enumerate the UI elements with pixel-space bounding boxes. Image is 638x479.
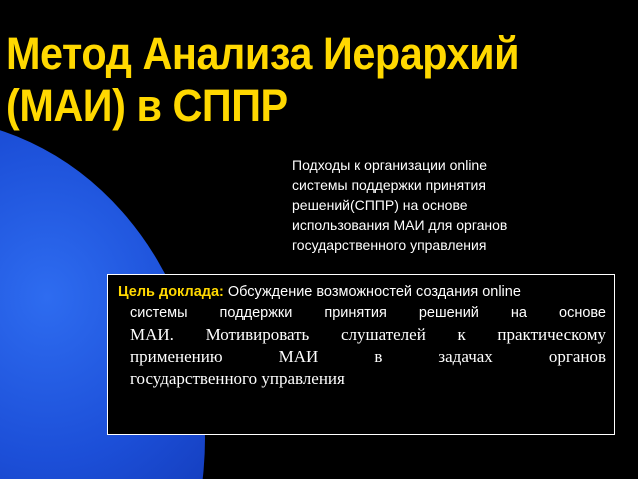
- subtitle-line: системы поддержки принятия: [292, 177, 486, 193]
- title-line-2: (МАИ) в СППР: [6, 80, 288, 131]
- goal-textbox: [107, 274, 615, 435]
- slide-subtitle: [292, 155, 592, 255]
- goal-text-1: Обсуждение возможностей создания online: [223, 284, 521, 300]
- subtitle-line: государственного управления: [292, 237, 487, 253]
- subtitle-line: Подходы к организации online: [292, 157, 487, 173]
- slide-title: [6, 28, 586, 132]
- goal-line-4: применению МАИ в задачах органов: [130, 347, 606, 366]
- subtitle-line: использования МАИ для органов: [292, 217, 508, 233]
- subtitle-line: решений(СППР) на основе: [292, 197, 468, 213]
- goal-line-2: системы поддержки принятия решений на основе: [130, 305, 606, 321]
- title-line-1: Метод Анализа Иерархий: [6, 28, 520, 79]
- goal-label: Цель доклада:: [118, 284, 224, 300]
- goal-line-5: государственного управления: [130, 369, 345, 388]
- goal-line-3: МАИ. Мотивировать слушателей к практическому: [130, 325, 606, 344]
- goal-line-1: [118, 282, 606, 302]
